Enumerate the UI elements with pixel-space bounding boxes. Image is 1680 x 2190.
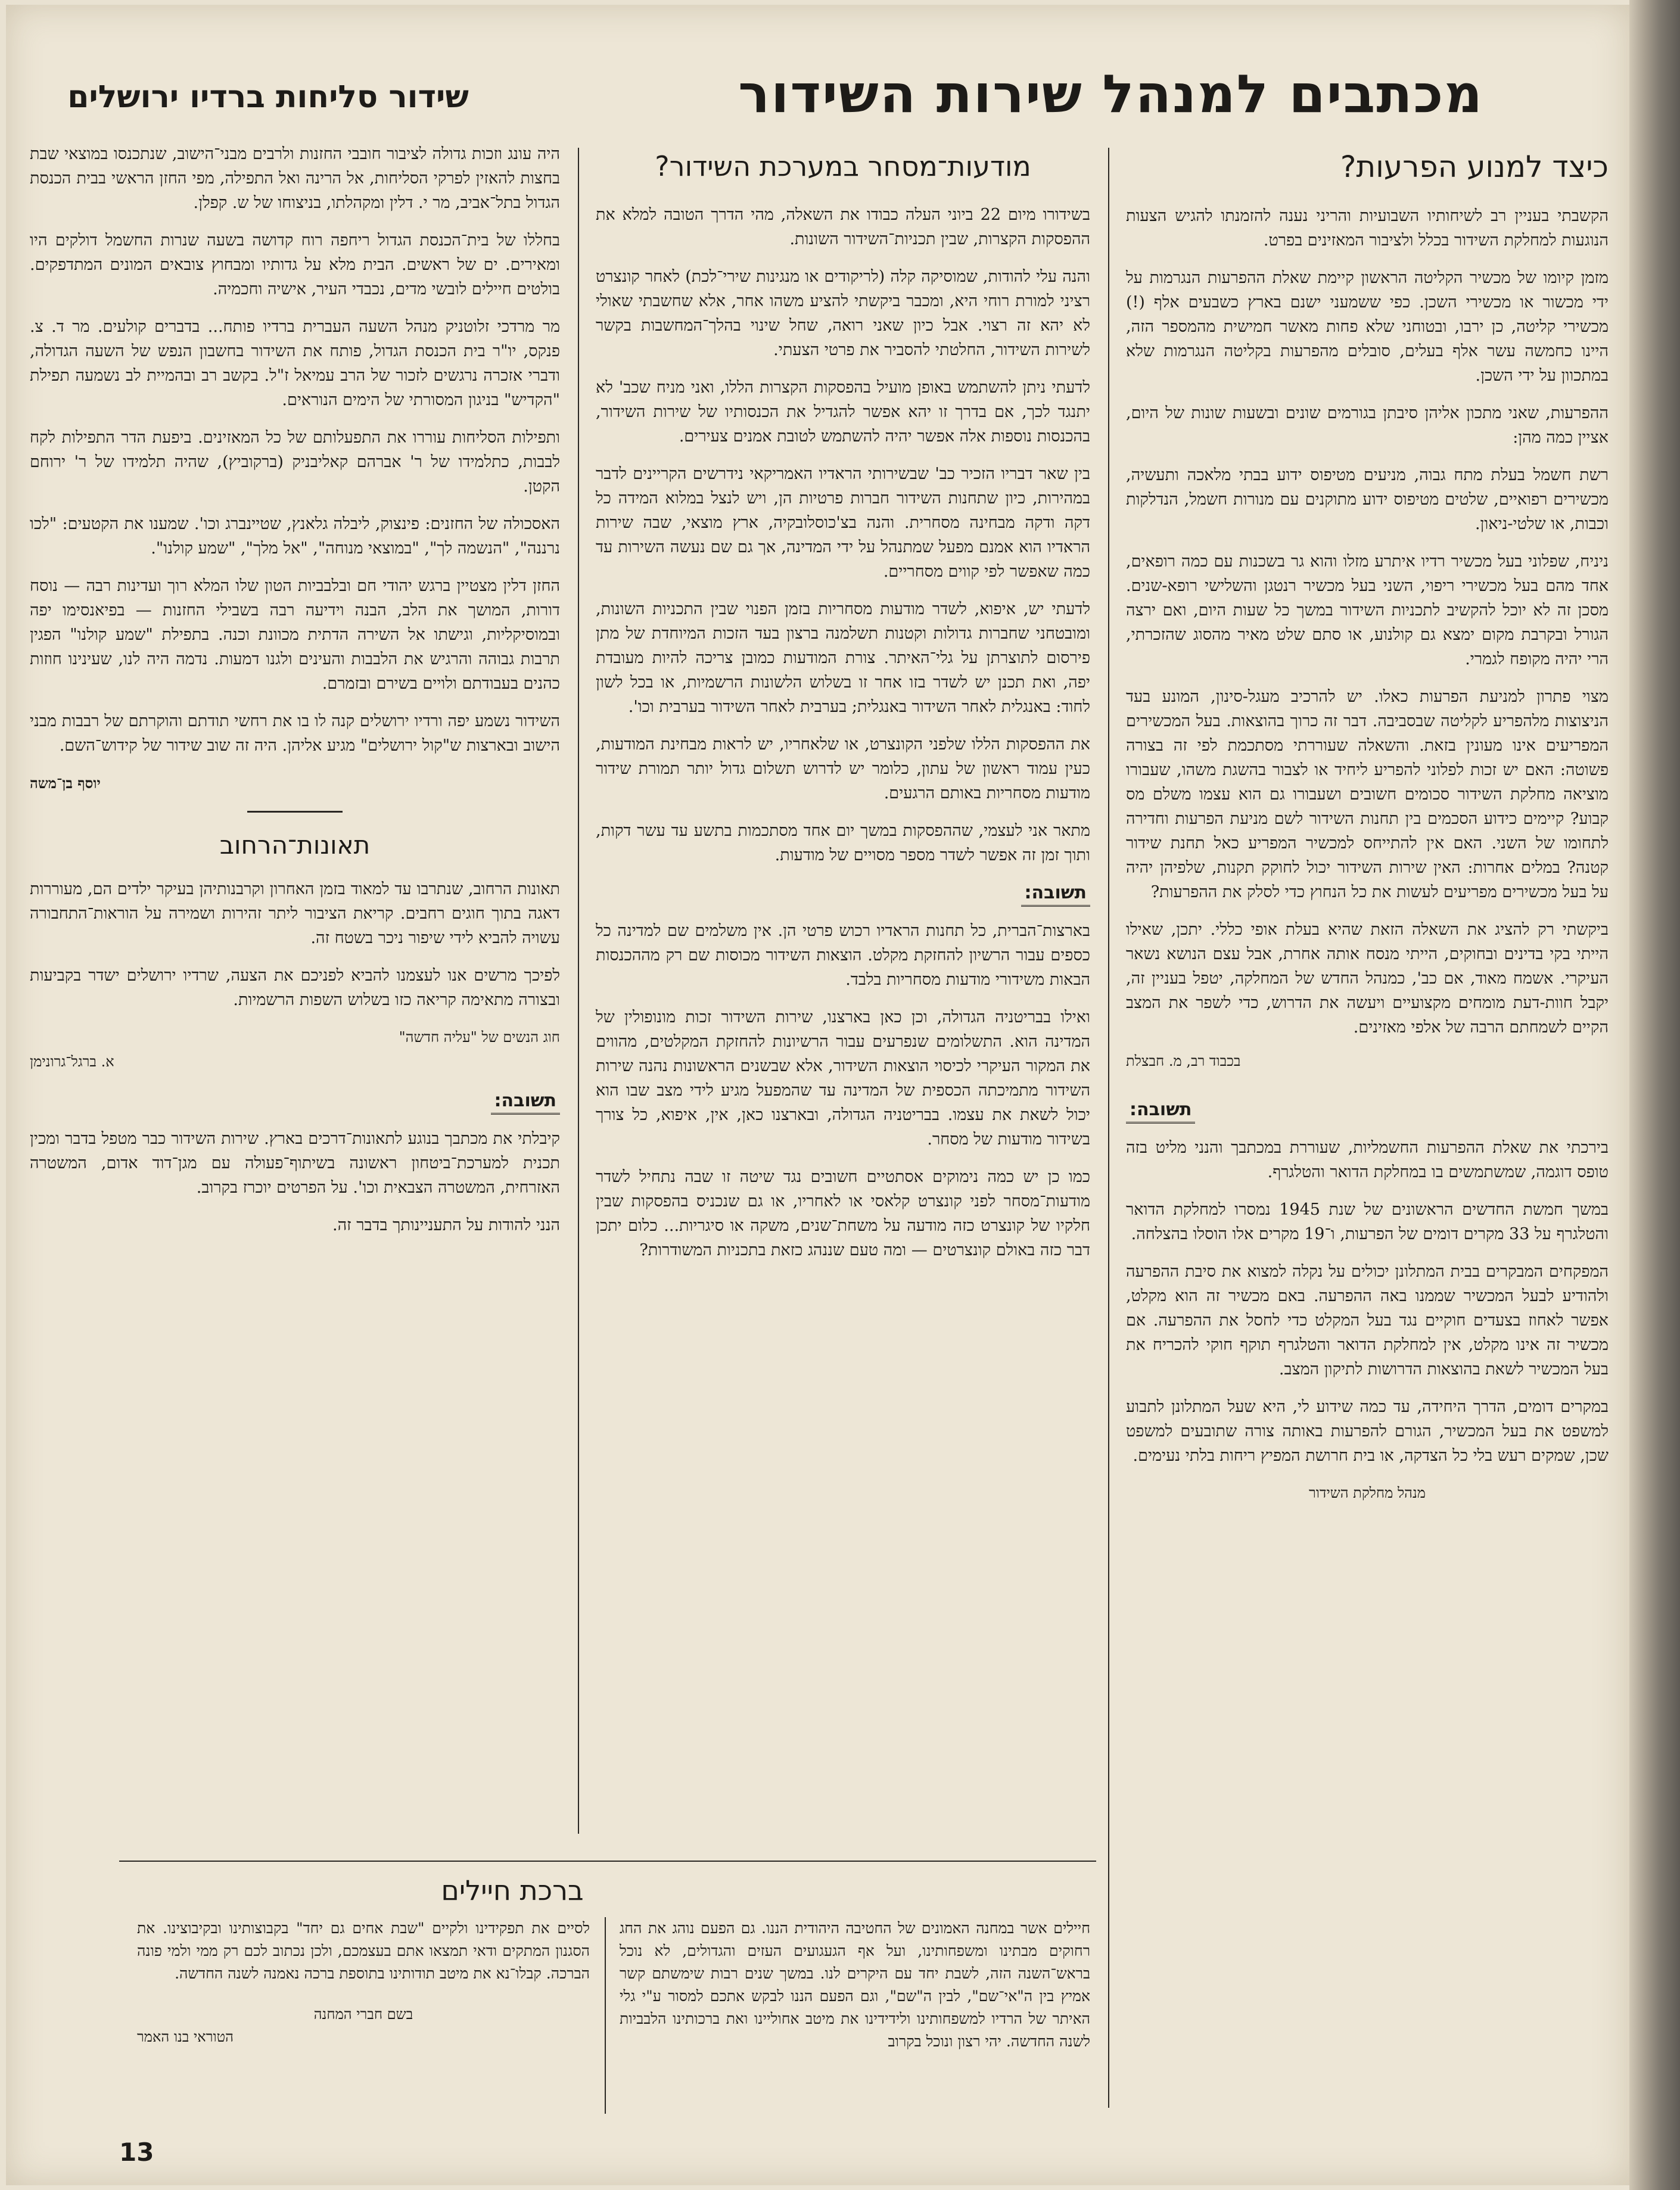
paragraph: מתאר אני לעצמי, שההפסקות במשך יום אחד מסתכמות בתשע עד עשר דקות, ותוך זמן זה אפשר לשדר מספר מסויים של מודעות. <box>596 822 1090 864</box>
column-divider <box>605 1917 606 2114</box>
paragraph: כמו כן יש כמה נימוקים אסתטיים חשובים נגד שיטה זו שבה נתחיל לשדר מודעות־מסחר לפני קונצרט קלאסי או לאחריו, או גם שנכניס בהפסקות שבין חלקיו של קונצרט כזה מודעה על משחת־שנים, משקה או סיגריות... כלום יתכן דבר כזה באולם קונצרטים — ומה טעם שננהג כזאת בתכניות המשודרות? <box>596 1168 1090 1259</box>
section-rule <box>247 811 343 813</box>
paragraph: בירכתי את שאלת ההפרעות החשמליות, שעוררת במכתבך והנני מליט בזה טופס דוגמה, שמשתמשים בו במחלקת הדואר והטלגרף. <box>1126 1138 1609 1181</box>
paragraph: את ההפסקות הללו שלפני הקונצרט, או שלאחריו, יש לראות מבחינת המודעות, כעין עמוד ראשון של עתון, כלומר יש לדרוש תשלום גדול יותר תמורת שידור מודעות מסחריות באותם הרגעים. <box>596 735 1090 802</box>
middle-column-title: מודעות־מסחר במערכת השידור? <box>655 150 1031 182</box>
paragraph: בין שאר דבריו הזכיר כב' שבשירותי הראדיו האמריקאי נידרשים הקריינים לדבר במהירות, כיון שתחנות השידור חברות פרטיות הן, ויש לנצל במלוא המידה כל דקה ודקה מבחינה מסחרית. והנה בצ'כוסלובקיה, ארץ מוצאי, שבה שירות הראדיו הוא אמנם מפעל שמתנהל על ידי המדינה, אך גם שם נעשה השירות עד כמה שאפשר לפי קווים מסחריים. <box>596 465 1090 581</box>
bottom-left-column <box>137 1917 590 2048</box>
paragraph: תאונות הרחוב, שנתרבו עד למאוד בזמן האחרון וקרבנותיהן בעיקר ילדים הם, מעוררות דאגה בתוך חוגים רחבים. קריאת הציבור ליתר זהירות ושמירה על הוראות־התחבורה עשויה להביא לידי שיפור ניכר בשטח זה. <box>30 880 560 947</box>
signature: בכבוד רב, מ. חבצלת <box>1126 1053 1241 1069</box>
left-column-headline: שידור סליחות ברדיו ירושלים <box>67 79 469 115</box>
paragraph: מצוי פתרון למניעת הפרעות כאלו. יש להרכיב מעגל-סינון, המונע בעד הניצוצות מלהפריע לקליטה שבסביבה. דבר זה כרוך בהוצאות. בעל המכשירים המפריעים אינו מעונין בזאת. והשאלה שעוררתי מסתכמת לפי זה בצורה פשוטה: האם יש זכות לפלוני להפריע ליחיד או לצבור בהשגת משהו, שעבורו מוציאה מחלקת השידור סכומים חשובים ושעבורו גם הוא עצמו משלם מס קבוע? קיימים כידוע הסכמים בין תחנות השידור לשם מניעת הפרעות וחדירה לתחומו של השני. האם אין להתייחס למכשיר המפריע כאל תחנת שידור קטנה? במלים אחרות: האין שירות השידור יכול לחוקק תקנות, שלפיהן יהיה על בעל מכשירים מפריעים לעשות את כל הנחוץ כדי לסלק את ההפרעות? <box>1126 688 1609 901</box>
right-column <box>1126 148 1609 1505</box>
paragraph: השידור נשמע יפה ורדיו ירושלים קנה לו בו את רחשי תודתם והוקרתם של רבבות מבני הישוב ובארצות ש"קול ירושלים" מגיע אליהן. היה זה שוב שידור של קידוש־השם. <box>30 712 560 755</box>
paragraph: לדעתי יש, איפוא, לשדר מודעות מסחריות בזמן הפנוי שבין התכניות השונות, ומובטחני שחברות גדולות וקטנות תשלמנה ברצון בעד הזכות המיוחדת של מתן פירסום לתוצרתן על גלי־האיתר. צורת המודעות כמובן צריכה להיות מעובדת יפה, ואת תכנן יש לשדר בזו אחר זו בשלוש הלשונות הרשמיות, או בכל לשון לחוד: באנגלית לאחר השידור באנגלית; בערבית לאחר השידור בערבית וכו'. <box>596 600 1091 716</box>
left-column <box>30 142 560 1250</box>
signature: בשם חברי המחנה <box>313 2006 413 2023</box>
paragraph: מר מרדכי זלוטניק מנהל השעה העברית ברדיו פותח... בדברים קולעים. מר ד. צ. פנקס, יו"ר בית הכנסת הגדול, פותח את השידור בחשבון הנפש של השעה הגדולה, ודברי אזכרה נרגשים לזכור של הרב עמיאל ז"ל. בקשב רב ובהמיית לב נשמעה תפילת "הקדיש" בניגון המסורתי של הימים הנוראים. <box>30 318 560 409</box>
paragraph: ותפילות הסליחות עוררו את התפעלותם של כל המאזינים. ביפעת הדר התפילות לקח לבבות, כתלמידו של ר' אברהם קאליבניק (ברקוביץ), שהיה תלמידו של ר' ירוחם הקטן. <box>30 428 560 496</box>
right-column-title: כיצד למנוע הפרעות? <box>1340 150 1609 184</box>
paragraph: האסכולה של החזנים: פינצוק, ליבלה גלאנץ, שטיינברג וכו'. שמענו את הקטעים: "לכו נרננה", "הנשמה לך", "במוצאי מנוחה", "אל מלך", "שמע קולנו". <box>30 515 560 558</box>
column-divider <box>1108 148 1109 2108</box>
paragraph: היה עונג וזכות גדולה לציבור חובבי החזנות ולרבים מבני־הישוב, שנתכנסו במוצאי שבת בחצות להאזין לפרקי הסליחות, אל הרינה ואל התפילה, מפי החזן הראשי בבית הכנסת הגדול בתל־אביב, מר י. דלין ומקהלתו, בניצוחו של ש. קפלן. <box>30 145 560 212</box>
signature: א. ברגל־גרונימן <box>30 1053 114 1070</box>
middle-column <box>596 148 1090 1276</box>
paragraph: מזמן קיומו של מכשיר הקליטה הראשון קיימת שאלת ההפרעות הנגרמות על ידי מכשור או מכשירי השכן. כפי ששמעני ישנם בארץ כשבעים אלף (!) מכשירי קליטה, כן ירבו, ובטוחני שלא פחות מאשר חמישית מהמספר הזה, היינו כחמשה עשר אלף בעלים, סובלים מהפרעות בקליטה הנגרמות שלא במתכוון על ידי השכן. <box>1126 269 1609 385</box>
signature: מנהל מחלקת השידור <box>1308 1485 1426 1501</box>
paragraph: המפקחים המבקרים בבית המתלונן יכולים על נקלה למצוא את סיבת ההפרעה ולהודיע לבעל המכשיר שממנו באה ההפרעה. באם מכשיר זה הוא מקלט, אפשר לאחוז בצעדים חוקיים נגד בעל המקלט כדי לחסל את ההפרעה. אם מכשיר זה אינו מקלט, אין למחלקת הדואר והטלגרף תוקף חוקי להכריח את בעל המכשיר לשאת בהוצאות הדרושות לתיקון המצב. <box>1126 1262 1609 1379</box>
paragraph: לדעתי ניתן להשתמש באופן מועיל בהפסקות הקצרות הללו, ואני מניח שכב' לא יתנגד לכך, אם בדרך זו יהא אפשר להגדיל את הכנסותיו של שירות השידור, בהכנסות נוספות אלה אפשר יהיה להשתמש לטובת אמנים צעירים. <box>596 378 1090 446</box>
reply-label: תשובה: <box>1021 881 1090 907</box>
signature: יוסף בן־משה <box>30 774 101 792</box>
paragraph: החזן דלין מצטיין ברגש יהודי חם ובלבביות הטון שלו המלא רוך ועדינות רבה — נוסח דורות, המושך את הלב, הבנה וידיעה רבה בשבילי החזנות — בפיאנסימו יפה ובמוסיקליות, וגישתו אל השירה הדתית מכוונת וכנה. בתפילת "שמע קולנו" הפגין תרבות גבוהה והרגיש את הלבבות והעינים ולגנו דמעות. נדמה היה לנו, שעינינו חוזות כהנים בעבודתם ולויים בשירם ובזמרם. <box>30 577 560 693</box>
newspaper-page <box>6 5 1629 2185</box>
paragraph: לסיים את תפקידינו ולקיים "שבת אחים גם יחד" בקבוצותינו ובקיבוצינו. את הסגנון המתקים ודאי תמצאו אתם בעצמכם, ולכן נכתוב לכם רק ממי ולמי פונה הברכה. קבלו־נא את מיטב תודותינו בתוספת ברכה נאמנה לשנה החדשה. <box>137 1920 590 1982</box>
paragraph: בשידורו מיום 22 ביוני העלה כבודו את השאלה, מהי הדרך הטובה למלא את ההפסקות הקצרות, שבין תכניות־השידור השונות. <box>596 206 1091 248</box>
paragraph: בארצות־הברית, כל תחנות הראדיו רכוש פרטי הן. אין משלמים שם למדינה כל כספים עבור הרשיון להחזקת מקלט. הוצאות השידור מכוסות שם רק מההכנסות הבאות משידורי מודעות מסחריות בלבד. <box>596 922 1090 989</box>
paragraph: במקרים דומים, הדרך היחידה, עד כמה שידוע לי, היא שעל המתלונן לתבוע למשפט את בעל המכשיר, הגורם להפרעות באותה צורה שתובעים למשפט שכן, שמקים רעש בלי כל הצדקה, או בית חרושת המפיץ ריחות בלתי נעימים. <box>1126 1398 1609 1465</box>
paragraph: והנה עלי להודות, שמוסיקה קלה (לריקודים או מנגינות שירי־לכת) לאחר קונצרט רציני למורת רוחי היא, ומכבר ביקשתי להציע משהו אחר, אלא שחשבתי שאולי לא יהא זה רצוי. אבל כיון שאני רואה, שחל שינוי בהלך־המחשבות בקשר לשירות השידור, החלטתי להסביר את פרטי הצעתי. <box>596 267 1090 359</box>
paragraph: ביקשתי רק להציג את השאלה הזאת שהיא בעלת אופי כללי. יתכן, שאילו הייתי בקי בדינים ובחוקים, הייתי מנסח אותה אחרת, אבל עצם הנושא נשאר העיקרי. אשמח מאוד, אם כב', כמנהל החדש של המחלקה, יטפל בעניין זה, יקבל חוות-דעת מומחים מקצועיים ויעשה את הדרוש, כדי לשפר את המצב הקיים לשמחתם הרבה של אלפי מאזינים. <box>1126 920 1609 1037</box>
reply-label: תשובה: <box>491 1088 560 1115</box>
paragraph: קיבלתי את מכתבך בנוגע לתאונות־דרכים בארץ. שירות השידור כבר מטפל בדבר ומכין תכנית למערכת־ביטחון ראשונה בשיתוף־פעולה עם מגן־דוד אדום, המשטרה האזרחית, המשטרה הצבאית וכו'. על הפרטים יוכרז בקרוב. <box>30 1130 560 1197</box>
bottom-section-rule <box>119 1861 1096 1862</box>
paragraph: הנני להודות על התעניינותך בדבר זה. <box>332 1216 560 1234</box>
paragraph: רשת חשמל בעלת מתח גבוה, מניעים מטיפוס ידוע בבתי מלאכה ותעשיה, מכשירים רפואיים, שלטים מטיפוס ידוע מתוקנים עם מנורות חשמל, הנדלקות וכבות, או שלטי-ניאון. <box>1126 466 1609 533</box>
masthead-title: מכתבים למנהל שירות השידור <box>738 63 1483 125</box>
paragraph: במשך חמשת החדשים הראשונים של שנת 1945 נמסרו למחלקת הדואר והטלגרף על 33 מקרים דומים של הפרעות, ו־19 מקרים אלו הוסלו בהצלחה. <box>1126 1200 1609 1243</box>
reply-label: תשובה: <box>1126 1097 1195 1124</box>
signature: חוג הנשים של "עליה חדשה" <box>399 1029 560 1046</box>
page-edge <box>1629 0 1680 2190</box>
page-number: 13 <box>119 2138 154 2167</box>
paragraph: ניניח, שפלוני בעל מכשיר רדיו איתרע מזלו והוא גר בשכנות עם כמה רופאים, אחד מהם בעל מכשירי ריפוי, השני בעל מכשיר רנטגן והשלישי רופא-שנים. מסכן זה לא יוכל להקשיב לתכניות השידור במשך כל שעות היום, ואם ירצה הגורל ובקרבת מקום ימצא גם קולנוע, או סתם שלט מאיר מהסוג שהזכרתי, הרי יהיה מקופח לגמרי. <box>1126 552 1609 668</box>
bottom-section-title: ברכת חיילים <box>441 1874 584 1906</box>
paragraph: הקשבתי בעניין רב לשיחותיו השבועיות והריני נענה להזמנתו להגיש הצעות הנוגעות למחלקת השידור בכלל ולציבור המאזינים בפרט. <box>1126 207 1609 250</box>
column-divider <box>578 148 579 1834</box>
paragraph: לפיכך מרשים אנו לעצמנו להביא לפניכם את הצעה, שרדיו ירושלים ישדר בקביעות ובצורה מתאימה קריאה כזו בשלוש השפות הרשמיות. <box>30 966 560 1009</box>
paragraph: בחללו של בית־הכנסת הגדול ריחפה רוח קדושה בשעה שנרות החשמל דולקים היו ומאירים. ים של ראשים. הבית מלא על גדותיו ומבחוץ צובאים המונים המתדפקים. בולטים חיילים לובשי מדים, נכבדי העיר, אישיה וחכמיה. <box>30 231 560 298</box>
signature: הטוראי בנו האמר <box>137 2029 234 2045</box>
bottom-right-column <box>620 1917 1090 2066</box>
paragraph: חיילים אשר במחנה האמונים של החטיבה היהודית הננו. גם הפעם נוהג את החג רחוקים מבתינו ומשפחותינו, ועל אף הגעגועים העזים והגדולים, לא נוכל בראש־השנה הזה, לשבת יחד עם היקרים לנו. במשך שנים רבות שימשתם קשר אמיץ בין ה"אי־שם", לבין ה"שם", וגם הפעם הננו לבקש אתכם למסור ע"י גלי האיתר של הרדיו למשפחותינו ולידידינו את מיטב אחוליינו ואת ברכותינו הלבביות לשנה החדשה. יהי רצון ונוכל בקרוב <box>620 1920 1090 2050</box>
paragraph: ואילו בבריטניה הגדולה, וכן כאן בארצנו, שירות השידור זכות מונופולין של המדינה הוא. התשלומים שנפרעים עבור הרשיונות להחזקת המקלטים, מהווים את המקור העיקרי לכיסוי הוצאות השידור, אלא שבשנים הראשונות נהנה שירות השידור מתמיכתה הכספית של המדינה עד שהמפעל מגיע לידי מצב שבו הוא יכול לשאת את עצמו. בבריטניה הגדולה, ובארצנו כאן, אין, איפוא, כל צורך בשידור מודעות של מסחר. <box>596 1008 1090 1149</box>
paragraph: ההפרעות, שאני מתכון אליהן סיבתן בגורמים שונים ובשעות שונות של היום, אציין כמה מהן: <box>1126 404 1609 447</box>
left-column-subtitle: תאונות־הרחוב <box>219 830 371 860</box>
